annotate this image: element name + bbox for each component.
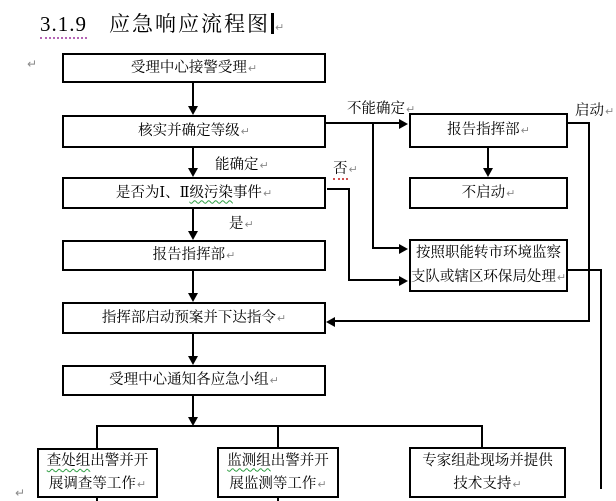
flow-box-investigation-team[interactable] — [37, 448, 158, 498]
connector-line — [568, 269, 602, 271]
connector-line — [481, 427, 483, 447]
connector-line — [487, 148, 489, 168]
pilcrow-mark: ↵ — [27, 57, 38, 71]
flow-box-report-hq[interactable] — [62, 240, 326, 271]
flow-box-label: 支队或辖区环保局处理 — [410, 269, 556, 285]
arrowhead-down — [483, 168, 493, 177]
pilcrow-mark: ↵ — [276, 311, 287, 325]
connector-line — [192, 148, 194, 168]
connector-line — [192, 271, 194, 293]
flow-box-monitoring-team[interactable] — [217, 447, 339, 498]
connector-line — [600, 269, 602, 489]
flow-box-accept-center[interactable] — [62, 53, 326, 83]
label-can-determine: 能确定↵ — [215, 157, 269, 173]
pilcrow-mark: ↵ — [275, 21, 287, 34]
label-cannot-determine: 不能确定↵ — [347, 101, 416, 117]
flow-box-label: 按照职能转市环境监察 — [416, 245, 561, 261]
pilcrow-mark: ↵ — [556, 271, 567, 284]
arrowhead-down — [188, 168, 198, 177]
arrowhead-right — [399, 119, 408, 129]
connector-line — [327, 188, 350, 190]
pilcrow-mark: ↵ — [348, 163, 358, 176]
spellcheck-wavy-text: 查处组 — [46, 453, 91, 469]
connector-line — [192, 83, 194, 107]
connector-line — [372, 247, 400, 249]
pilcrow-mark: ↵ — [226, 249, 236, 262]
connector-line — [326, 122, 400, 124]
pilcrow-mark: ↵ — [240, 125, 250, 138]
pilcrow-mark: ↵ — [247, 61, 258, 75]
flow-box-verify-level[interactable] — [62, 115, 326, 148]
arrowhead-left — [326, 317, 335, 327]
connector-line — [192, 334, 194, 356]
flow-box-label: 专家组赴现场并提供 — [422, 452, 553, 469]
connector-line — [568, 122, 590, 124]
pilcrow-mark: ↵ — [406, 103, 416, 116]
connector-line — [588, 122, 590, 322]
flow-box-not-launch[interactable] — [409, 177, 568, 209]
text-cursor — [271, 13, 274, 34]
flow-box-report-hq-right[interactable] — [409, 113, 568, 148]
flow-box-label: 出警并开 — [90, 453, 149, 469]
flow-box-label: 受理中心通知各应急小组 — [109, 372, 269, 388]
flow-box-expert-team[interactable] — [409, 447, 566, 498]
label-yes: 是↵ — [229, 216, 254, 232]
arrowhead-down — [188, 106, 198, 115]
pilcrow-mark: ↵ — [605, 105, 615, 118]
section-title-text: 应急响应流程图 — [109, 12, 270, 36]
connector-line — [96, 425, 483, 427]
flow-box-label: 受理中心接警受理 — [130, 59, 247, 76]
connector-line — [192, 396, 194, 418]
flow-box-label: 展监测等工作 — [229, 475, 317, 492]
arrowhead-right — [399, 276, 408, 286]
flow-box-label: 是否为Ⅰ、Ⅱ — [115, 184, 190, 201]
connector-line — [277, 497, 279, 501]
flow-box-label: 出警并开 — [270, 452, 329, 469]
pilcrow-mark: ↵ — [520, 124, 530, 137]
flow-box-label: 指挥部启动预案并下达指令 — [101, 309, 276, 326]
flow-box-label: 核实并确定等级 — [138, 123, 240, 139]
arrowhead-down — [188, 293, 198, 302]
flow-box-label: 报告指挥部 — [447, 122, 520, 138]
flow-box-label: 展调查等工作 — [48, 476, 136, 492]
flow-box-hq-launch-plan[interactable] — [62, 302, 326, 334]
pilcrow-mark: ↵ — [244, 218, 254, 231]
pilcrow-mark: ↵ — [506, 186, 516, 200]
pilcrow-mark: ↵ — [136, 478, 147, 491]
section-number: 3.1.9 — [40, 12, 87, 39]
pilcrow-mark: ↵ — [512, 477, 522, 491]
connector-line — [335, 320, 590, 322]
arrowhead-down — [188, 231, 198, 240]
pilcrow-mark: ↵ — [259, 159, 269, 172]
pilcrow-mark: ↵ — [269, 374, 279, 387]
connector-line — [348, 279, 400, 281]
connector-line — [96, 497, 98, 501]
flow-box-notify-teams[interactable] — [62, 365, 326, 396]
flow-box-label: 技术支持 — [453, 475, 512, 492]
connector-line — [96, 427, 98, 448]
flow-box-is-level12-event[interactable] — [62, 177, 326, 209]
pilcrow-mark: ↵ — [317, 477, 327, 491]
arrowhead-right — [399, 244, 408, 254]
section-title[interactable] — [40, 8, 286, 38]
flow-box-transfer-to-agency[interactable] — [409, 239, 568, 292]
spellcheck-wavy-text: 级污染 — [189, 184, 233, 201]
pilcrow-mark: ↵ — [262, 186, 273, 200]
spellcheck-wavy-text: 监测组 — [227, 452, 271, 469]
connector-line — [277, 427, 279, 447]
arrowhead-down — [188, 356, 198, 365]
flow-box-label: 报告指挥部 — [152, 247, 226, 263]
flow-box-label: 不启动 — [461, 184, 506, 201]
connector-line — [372, 122, 374, 248]
connector-line — [192, 209, 194, 231]
label-no: 否↵ — [333, 157, 358, 178]
connector-line — [348, 188, 350, 281]
label-start: 启动↵ — [575, 103, 615, 119]
flow-box-label: 事件 — [232, 184, 262, 201]
pilcrow-mark: ↵ — [15, 486, 26, 500]
